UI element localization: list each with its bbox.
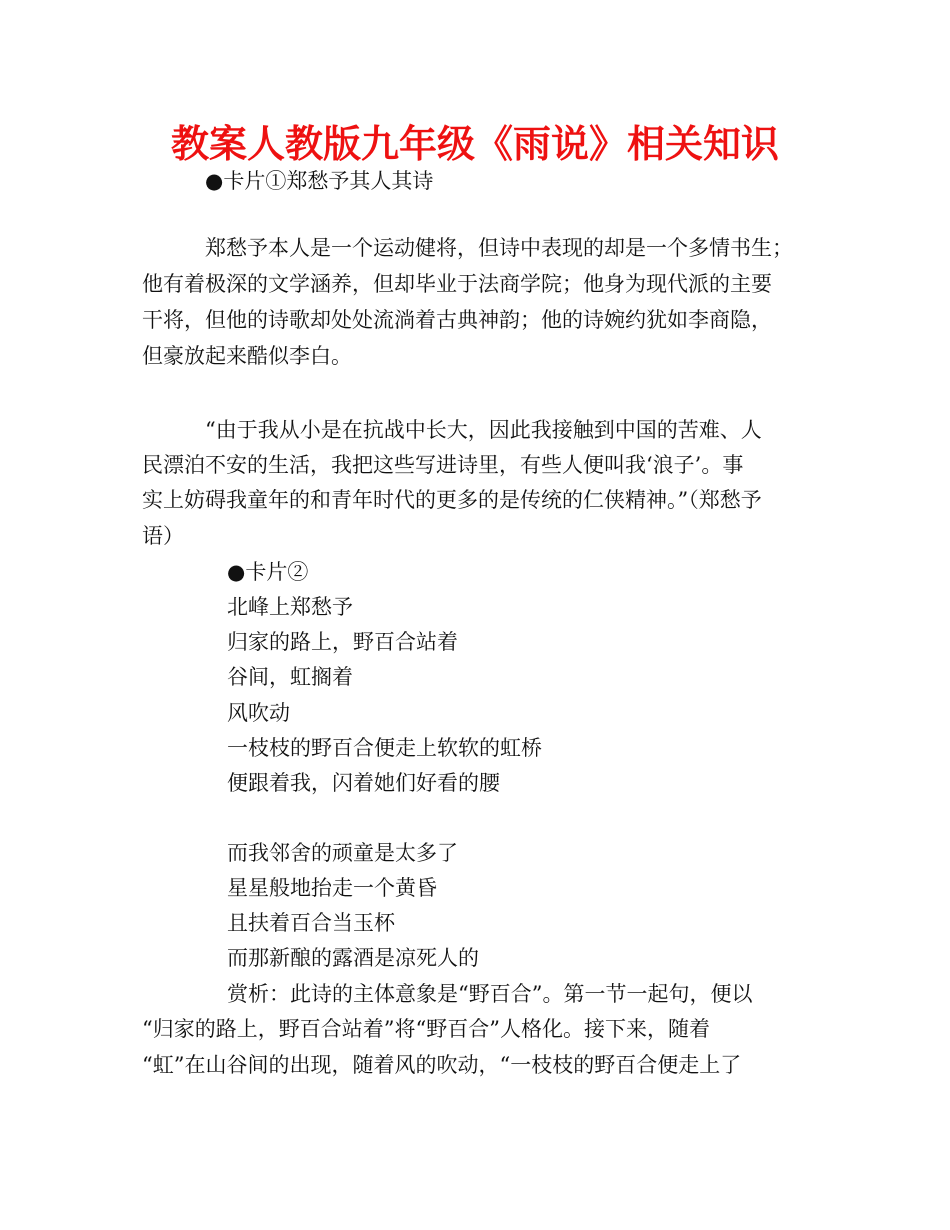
analysis-line-1: 赏析：此诗的主体意象是“野百合”。第一节一起句，便以 <box>227 982 753 1006</box>
poem-line: 星星般地抬走一个黄昏 <box>227 876 437 900</box>
poem-line: 便跟着我，闪着她们好看的腰 <box>227 771 500 795</box>
para2-line-4: 语） <box>142 524 184 548</box>
para2-line-1: “由于我从小是在抗战中长大，因此我接触到中国的苦难、人 <box>205 418 762 442</box>
card1-heading: ●卡片①郑愁予其人其诗 <box>205 169 434 193</box>
poem-line: 而我邻舍的顽童是太多了 <box>227 841 458 865</box>
para1-line-4: 但豪放起来酷似李白。 <box>142 344 352 368</box>
para1-line-3: 干将，但他的诗歌却处处流淌着古典神韵；他的诗婉约犹如李商隐， <box>142 308 772 332</box>
poem-line: 而那新酿的露酒是凉死人的 <box>227 946 479 970</box>
poem-title: 北峰上郑愁予 <box>227 595 353 619</box>
para1-line-1: 郑愁予本人是一个运动健将，但诗中表现的却是一个多情书生； <box>205 236 793 260</box>
card2-heading: ●卡片② <box>227 560 309 584</box>
para2-line-3: 实上妨碍我童年的和青年时代的更多的是传统的仁侠精神。”（郑愁予 <box>142 488 762 512</box>
para1-line-2: 他有着极深的文学涵养，但却毕业于法商学院；他身为现代派的主要 <box>142 272 772 296</box>
document-title: 教案人教版九年级《雨说》相关知识 <box>170 122 779 166</box>
poem-line: 归家的路上，野百合站着 <box>227 630 458 654</box>
poem-line: 一枝枝的野百合便走上软软的虹桥 <box>227 736 542 760</box>
poem-line: 且扶着百合当玉杯 <box>227 911 395 935</box>
analysis-line-3: “虹”在山谷间的出现，随着风的吹动，“一枝枝的野百合便走上了 <box>142 1053 742 1077</box>
poem-line: 谷间，虹搁着 <box>227 665 353 689</box>
para2-line-2: 民漂泊不安的生活，我把这些写进诗里，有些人便叫我‘浪子’。事 <box>142 453 744 477</box>
analysis-line-2: “归家的路上，野百合站着”将“野百合”人格化。接下来，随着 <box>142 1017 710 1041</box>
poem-line: 风吹动 <box>227 701 290 725</box>
